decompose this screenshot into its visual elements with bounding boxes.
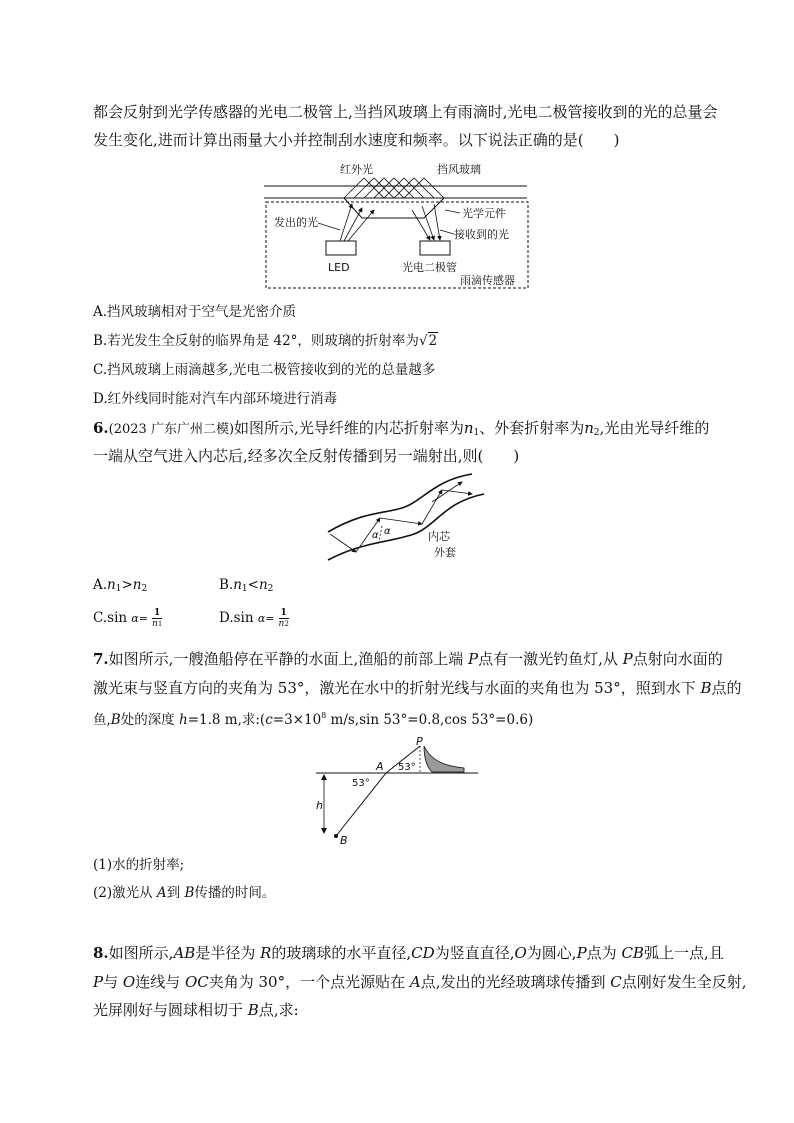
point-b [334, 834, 338, 838]
q5-option-a: A.挡风玻璃相对于空气是光密介质 [93, 304, 297, 320]
q6-option-b [219, 575, 273, 599]
optical-element-label: 光学元件 [462, 207, 506, 220]
alpha-label-2: α [384, 526, 391, 537]
optical-element [344, 198, 444, 218]
q8-ab: AB [173, 944, 196, 962]
led-label: LED [328, 261, 350, 274]
q7-stem-part3: 点射向水面的 [632, 650, 723, 668]
q8-cb: CB [621, 944, 644, 962]
q7-stem-part1: 如图所示,一艘渔船停在平静的水面上,渔船的前部上端 [108, 650, 468, 668]
q7-number: 7. [93, 650, 109, 668]
q8-l1-p2: 是半径为 [195, 944, 261, 962]
q8-l1-p6: 点为 [586, 944, 622, 962]
q7-line3-part5: m/s,sin 53°=0.8,cos 53°=0.6) [326, 712, 534, 728]
q6-option-d [219, 608, 289, 629]
fiber-lower-edge [328, 494, 484, 560]
q5-option-b-text: B.若光发生全反射的临界角是 42°，则玻璃的折射率为 [93, 333, 419, 349]
q8-l1-p7: 弧上一点,且 [643, 944, 724, 962]
q5-stem-line2: 发生变化,进而计算出雨量大小并控制刮水速度和频率。以下说法正确的是( ) [93, 131, 620, 149]
q7-subq2-part1: (2)激光从 [93, 885, 157, 901]
core-label: 内芯 [428, 530, 450, 543]
q6-opt-b-sub2: 2 [267, 584, 274, 594]
photodiode-box [420, 241, 450, 255]
q7-c: c [265, 712, 273, 728]
q6-opt-c-fraction [152, 608, 162, 629]
q8-o-1: O [514, 944, 527, 962]
photodiode-label: 光电二极管 [402, 261, 457, 274]
q6-n2: n [584, 419, 594, 437]
q8-l2-p2: 连线与 [135, 973, 185, 991]
q8-b: B [247, 1001, 259, 1019]
q8-o-2: O [122, 973, 136, 991]
label-p: P [416, 736, 423, 748]
q6-opt-c-num: 1 [154, 608, 161, 618]
q7-line3-part2: 处的深度 [120, 712, 180, 728]
q7-p-1: P [467, 650, 479, 668]
rain-sensor-diagram [262, 158, 532, 292]
q7-line3-part3: =1.8 m,求:( [187, 712, 266, 728]
q5-option-d: D.红外线同时能对汽车内部环境进行消毒 [93, 391, 338, 407]
fiber-upper-edge [328, 474, 472, 532]
q6-opt-a-n1: n [107, 577, 116, 593]
q7-h: h [179, 712, 188, 728]
q7-line2-part1: 激光束与竖直方向的夹角为 53°，激光在水中的折射光线与水面的夹角也为 53°，照到水下 [93, 679, 701, 697]
q8-p-2: P [93, 973, 104, 991]
q6-opt-c-prefix: C.sin [93, 610, 128, 626]
q6-opt-d-alpha: α= [257, 612, 275, 625]
q6-source: (2023 广东广州二模) [108, 422, 235, 437]
q8-l1-p1: 如图所示, [108, 944, 174, 962]
q7-stem-line2 [93, 678, 742, 698]
q6-opt-b-sub1: 1 [241, 584, 248, 594]
q6-opt-c-sub: 1 [157, 620, 163, 628]
rain-sensor-label: 雨滴传感器 [460, 274, 515, 287]
q6-opt-c-alpha: α= [131, 612, 149, 625]
q6-opt-a-sub2: 2 [141, 584, 148, 594]
q7-exp: 8 [321, 711, 327, 720]
q6-n2-sub: 2 [593, 428, 600, 438]
q8-stem-line2 [93, 972, 747, 992]
q8-a: A [409, 973, 421, 991]
q8-number: 8. [93, 944, 109, 962]
q7-line3-part1: 鱼, [93, 712, 111, 728]
q6-opt-a-rel: > [121, 577, 133, 593]
q6-stem-part3: ,光由光导纤维的 [599, 419, 710, 437]
q6-opt-a-sub1: 1 [115, 584, 122, 594]
angle-label-1: 53° [352, 778, 370, 789]
q6-opt-a-n2: n [132, 577, 142, 593]
q5-option-b-sqrt: 2 [428, 333, 438, 349]
led-box [326, 241, 356, 255]
q8-cd: CD [411, 944, 435, 962]
q6-opt-d-num: 1 [280, 608, 287, 618]
q6-opt-d-fraction [279, 608, 289, 629]
q8-l1-p5: 为圆心, [526, 944, 577, 962]
q7-subquestion-2 [93, 883, 275, 903]
q6-opt-a-prefix: A. [93, 577, 108, 593]
boat [424, 746, 464, 772]
q8-oc: OC [184, 973, 209, 991]
label-b: B [340, 834, 348, 847]
q6-n1: n [463, 419, 474, 437]
q8-c: C [610, 973, 622, 991]
q7-p-2: P [622, 650, 633, 668]
q8-l2-p1: 与 [103, 973, 123, 991]
q5-option-b: B.若光发生全反射的临界角是 42°，则玻璃的折射率为√2 [93, 333, 438, 349]
q8-l2-p3: 夹角为 30°，一个点光源贴在 [208, 973, 410, 991]
q7-stem-line1 [93, 649, 723, 669]
q7-subquestion-1: (1)水的折射率; [93, 857, 185, 873]
q8-r: R [260, 944, 272, 962]
q7-a: A [156, 885, 167, 901]
q7-b-3: B [184, 885, 195, 901]
q8-p-1: P [576, 944, 587, 962]
q8-stem-line3 [93, 1000, 299, 1020]
q5-stem-line1: 都会反射到光学传感器的光电二极管上,当挡风玻璃上有雨滴时,光电二极管接收到的光的总量会 [93, 103, 718, 121]
q8-l3-p2: 点,求: [258, 1001, 299, 1019]
alpha-label-1: α [372, 530, 379, 541]
q6-opt-c-n: n [152, 619, 158, 629]
q8-l3-p1: 光屏刚好与圆球相切于 [93, 1001, 248, 1019]
q7-b-2: B [110, 712, 121, 728]
q6-opt-b-prefix: B. [219, 577, 234, 593]
q7-subq2-part3: 传播的时间。 [194, 885, 276, 901]
q8-l2-p4: 点,发出的光经玻璃球传播到 [420, 973, 611, 991]
q8-l2-p5: 点刚好发生全反射, [621, 973, 747, 991]
q8-l1-p4: 为竖直直径, [434, 944, 515, 962]
infrared-label: 红外光 [340, 163, 373, 176]
q6-n1-sub: 1 [473, 428, 480, 438]
q6-stem-part2: 、外套折射率为 [479, 419, 585, 437]
cladding-label: 外套 [434, 546, 456, 559]
optical-fiber-diagram [322, 472, 492, 564]
q6-stem-line1 [93, 418, 709, 443]
q8-l1-p3: 的玻璃球的水平直径, [271, 944, 412, 962]
q7-line2-part2: 点的 [711, 679, 742, 697]
angle-label-2: 53° [398, 762, 416, 773]
q6-stem-line2: 一端从空气进入内芯后,经多次全反射传播到另一端射出,则( ) [93, 447, 520, 465]
label-a: A [376, 760, 384, 773]
q6-option-c [93, 608, 162, 629]
q6-number: 6. [93, 419, 109, 437]
emitted-light-label: 发出的光 [274, 216, 318, 229]
q5-option-c: C.挡风玻璃上雨滴越多,光电二极管接收到的光的总量越多 [93, 362, 436, 378]
q7-line3-part4: =3×10 [272, 712, 322, 728]
q8-stem-line1 [93, 943, 724, 963]
q6-opt-d-prefix: D.sin [219, 610, 254, 626]
label-h: h [316, 799, 323, 812]
q7-subq2-part2: 到 [166, 885, 185, 901]
windshield-label: 挡风玻璃 [437, 163, 481, 176]
q7-b-1: B [700, 679, 712, 697]
q6-opt-d-sub: 2 [284, 620, 289, 628]
q6-opt-d-n: n [278, 619, 285, 629]
q6-option-a [93, 575, 147, 599]
q7-stem-part2: 点有一激光钓鱼灯,从 [478, 650, 623, 668]
fishing-boat-diagram [312, 736, 482, 848]
q6-opt-b-n1: n [233, 577, 242, 593]
received-light-label: 接收到的光 [454, 228, 509, 241]
q6-stem-part1: 如图所示,光导纤维的内芯折射率为 [234, 419, 464, 437]
q7-stem-line3 [93, 706, 533, 730]
q6-opt-b-n2: n [258, 577, 268, 593]
q6-opt-b-rel: < [247, 577, 259, 593]
